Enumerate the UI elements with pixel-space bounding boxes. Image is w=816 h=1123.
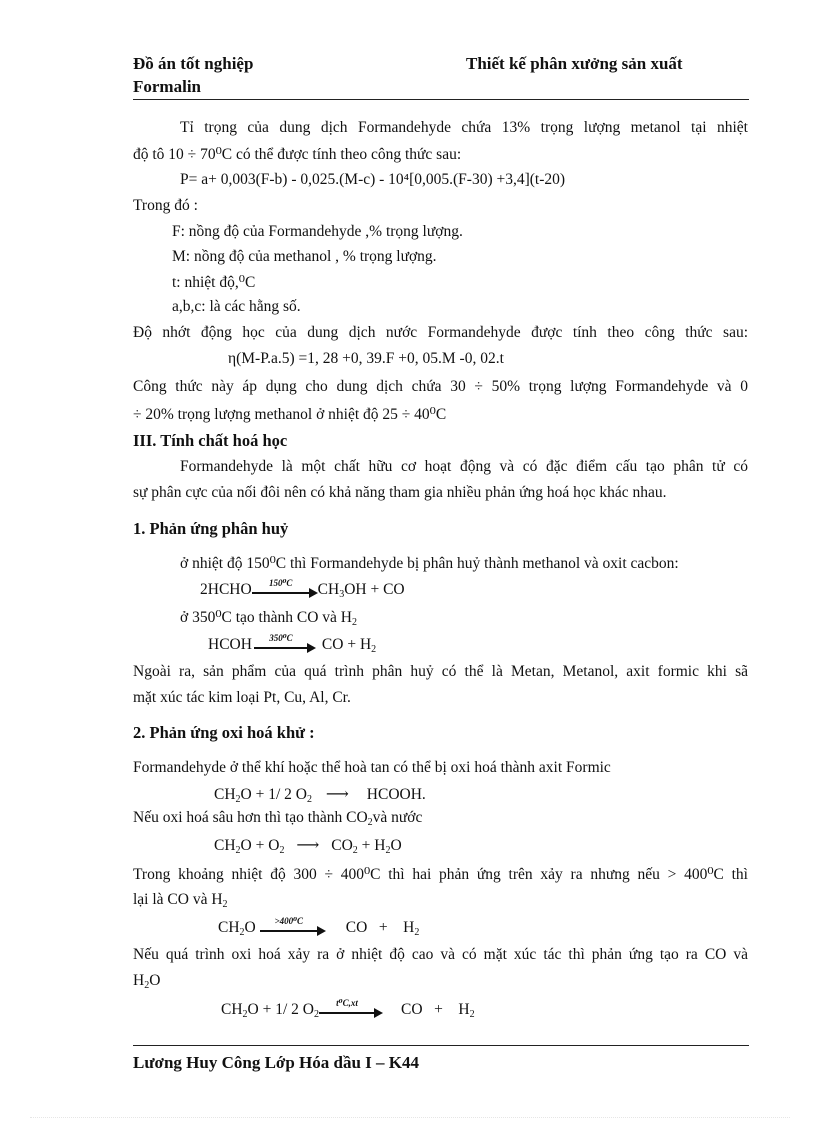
- eq-part: CH: [218, 919, 240, 936]
- arrow-condition: 350⁰C: [269, 633, 293, 644]
- sub1-line1: ở nhiệt độ 150⁰C thì Formandehyde bị phân huỷ thành methanol và oxit cacbon:: [180, 555, 679, 572]
- sub2-line4: [133, 891, 228, 909]
- subscript: 2: [239, 927, 245, 938]
- subscript: 2: [371, 644, 377, 655]
- sub1-title: 1. Phản ứng phân huỷ: [133, 519, 289, 538]
- sub2-line2: [133, 809, 422, 827]
- eq-part: O: [244, 919, 256, 936]
- section3-title: III. Tính chất hoá học: [133, 431, 288, 450]
- equation-decomp-1: [200, 578, 405, 600]
- arrow-condition: 150⁰C: [268, 578, 293, 589]
- equation-oxidation-1: [214, 784, 426, 804]
- eq-product: CO + H: [321, 636, 372, 653]
- para1-line2: độ tô 10 ÷ 70⁰C có thể được tính theo công thức sau:: [133, 146, 462, 163]
- eq-product: HCOOH.: [366, 786, 426, 803]
- where-item-abc: a,b,c: là các hằng số.: [172, 298, 301, 315]
- eq-product: CO + H: [400, 1001, 470, 1018]
- viscosity-formula: η(M-P.a.5) =1, 28 +0, 39.F +0, 05.M -0, 02.t: [228, 350, 504, 367]
- subscript: 2: [279, 845, 285, 856]
- eq-part: CH: [214, 786, 236, 803]
- sub1-line2: [180, 608, 357, 627]
- equation-decomp-2: [208, 633, 377, 655]
- where-item-t: t: nhiệt độ,⁰C: [172, 274, 256, 291]
- arrow-condition: t⁰C,xt: [336, 998, 358, 1009]
- subscript: 2: [222, 899, 228, 910]
- reaction-arrow-icon: ⟶: [325, 786, 349, 803]
- sub2-line3: Trong khoảng nhiệt độ 300 ÷ 400⁰C thì hai phản ứng trên xảy ra nhưng nếu > 400⁰C thì: [133, 866, 748, 883]
- sub2-line2-text-end: và nước: [372, 809, 423, 826]
- subscript: 3: [339, 589, 345, 600]
- subscript: 2: [235, 794, 241, 805]
- eq-product: + H: [357, 837, 386, 854]
- reaction-arrow-icon: ⟶: [296, 837, 320, 854]
- subscript: 2: [469, 1009, 475, 1020]
- sub1-line2-text: ở 350⁰C tạo thành CO và H: [180, 609, 352, 626]
- viscosity-intro: Độ nhớt động học của dung dịch nước Formandehyde được tính theo công thức sau:: [133, 324, 748, 341]
- where-item-f: F: nồng độ của Formandehyde ,% trọng lượng.: [172, 223, 463, 240]
- viscosity-note-line2: ÷ 20% trọng lượng methanol ở nhiệt độ 25 ÷ 40⁰C: [133, 406, 447, 423]
- sub2-line2-text: Nếu oxi hoá sâu hơn thì tạo thành CO: [133, 809, 368, 826]
- eq-part: O + O: [240, 837, 280, 854]
- subscript: 2: [385, 845, 391, 856]
- eq-reactant: 2HCHO: [200, 581, 252, 598]
- para1-line1: Tỉ trọng của dung dịch Formandehyde chứa 13% trọng lượng metanol tại nhiệt: [180, 119, 748, 136]
- eq-product-rest: OH + CO: [344, 581, 405, 598]
- viscosity-note-line1: Công thức này áp dụng cho dung dịch chứa 30 ÷ 50% trọng lượng Formandehyde và 0: [133, 378, 748, 395]
- subscript: 2: [351, 617, 357, 628]
- eq-product: CO: [331, 837, 353, 854]
- where-title: Trong đó :: [133, 197, 198, 214]
- header-title-right: Thiết kế phân xưởng sản xuất: [466, 54, 683, 73]
- footer-text: Lương Huy Công Lớp Hóa dầu I – K44: [133, 1053, 419, 1072]
- equation-oxidation-2: [214, 835, 402, 855]
- reaction-arrow-icon: [260, 916, 326, 937]
- sub2-title: 2. Phản ứng oxi hoá khử :: [133, 723, 315, 742]
- sub2-line1: Formandehyde ở thể khí hoặc thể hoà tan có thể bị oxi hoá thành axit Formic: [133, 759, 611, 776]
- subscript: 2: [313, 1009, 319, 1020]
- footer-rule: [133, 1045, 749, 1046]
- arrow-condition: >400⁰C: [274, 916, 304, 927]
- eq-reactant: HCOH: [208, 636, 252, 653]
- eq-product: CO + H: [345, 919, 415, 936]
- eq-product: O: [390, 837, 402, 854]
- sub2-line5: Nếu quá trình oxi hoá xảy ra ở nhiệt độ cao và có mặt xúc tác thì phản ứng tạo ra CO và: [133, 946, 748, 963]
- reaction-arrow-icon: [252, 578, 318, 599]
- where-item-m: M: nồng độ của methanol , % trọng lượng.: [172, 248, 437, 265]
- subscript: 2: [367, 817, 373, 828]
- equation-oxidation-3: [218, 916, 420, 938]
- sub1-line3: Ngoài ra, sản phẩm của quá trình phân huỷ có thể là Metan, Metanol, axit formic khi sã: [133, 663, 748, 680]
- section3-line2: sự phân cực của nối đôi nên có khả năng tham gia nhiều phản ứng hoá học khác nhau.: [133, 484, 667, 501]
- section3-line1: Formandehyde là một chất hữu cơ hoạt động và có đặc điểm cấu tạo phân tử có: [180, 458, 748, 475]
- header-rule: [133, 99, 749, 100]
- subscript: 2: [235, 845, 241, 856]
- sub2-line4-text: lại là CO và H: [133, 891, 223, 908]
- sub2-line6-text: H: [133, 972, 145, 989]
- subscript: 2: [306, 794, 312, 805]
- eq-product: CH: [317, 581, 340, 598]
- equation-oxidation-4: [221, 998, 475, 1020]
- density-formula: P= a+ 0,003(F-b) - 0,025.(M-c) - 10⁴[0,005.(F-30) +3,4](t-20): [180, 171, 566, 188]
- eq-part: O + 1/ 2 O: [247, 1001, 314, 1018]
- eq-part: CH: [214, 837, 236, 854]
- page-bottom-dots: [30, 1117, 790, 1118]
- eq-part: O + 1/ 2 O: [240, 786, 307, 803]
- subscript: 2: [414, 927, 420, 938]
- sub1-line4: mặt xúc tác kim loại Pt, Cu, Al, Cr.: [133, 689, 351, 706]
- eq-part: CH: [221, 1001, 243, 1018]
- subscript: 2: [352, 845, 358, 856]
- sub2-line6-text-end: O: [149, 972, 161, 989]
- sub2-line6: [133, 972, 160, 990]
- header-title-left: Đồ án tốt nghiệp: [133, 54, 254, 73]
- subscript: 2: [242, 1009, 248, 1020]
- subscript: 2: [144, 980, 150, 991]
- header-subtitle-left: Formalin: [133, 77, 201, 96]
- reaction-arrow-icon: [319, 998, 383, 1019]
- reaction-arrow-icon: [254, 633, 316, 654]
